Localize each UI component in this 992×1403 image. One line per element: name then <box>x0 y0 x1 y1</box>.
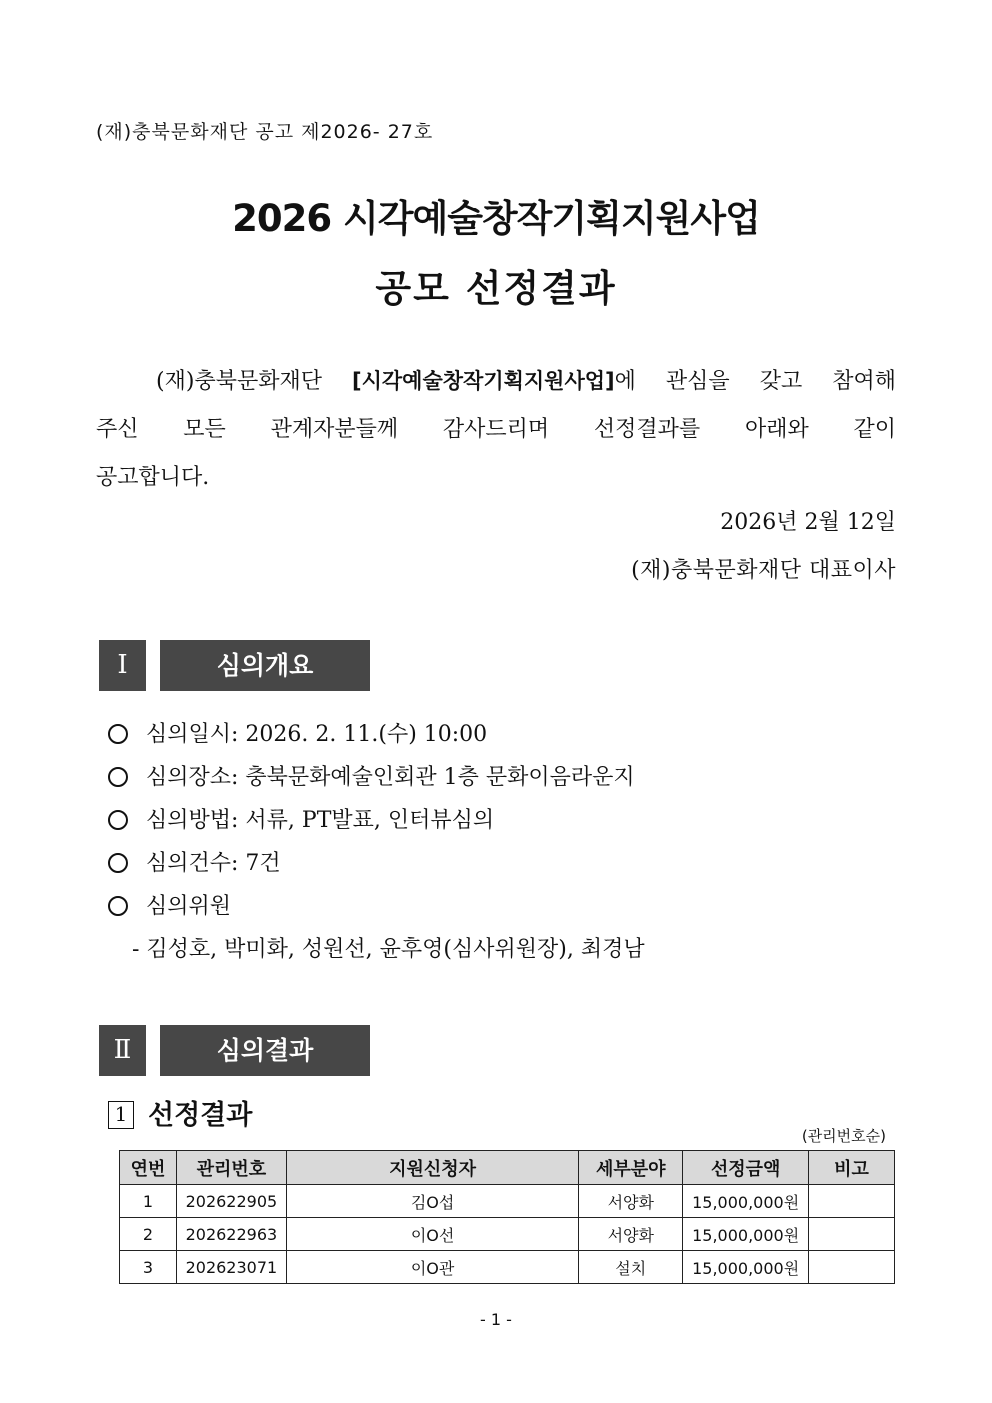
col-header-no: 연번 <box>120 1151 177 1185</box>
intro-line-2: 주신 모든 관계자분들께 감사드리며 선정결과를 아래와 같이 <box>96 417 896 442</box>
table-row <box>120 1251 895 1284</box>
list-item: 심의일시: 2026. 2. 11.(수) 10:00 <box>108 717 645 760</box>
table-row <box>120 1218 895 1251</box>
subsection-heading <box>108 1093 252 1132</box>
circle-bullet-icon <box>108 724 128 744</box>
circle-bullet-icon <box>108 853 128 873</box>
cell-remarks <box>809 1251 895 1284</box>
list-item: 심의건수: 7건 <box>108 846 645 889</box>
section-2-title: 심의결과 <box>160 1025 370 1076</box>
col-header-applicant: 지원신청자 <box>286 1151 578 1185</box>
cell-remarks <box>809 1218 895 1251</box>
cell-field: 서양화 <box>579 1185 683 1218</box>
cell-no: 2 <box>120 1218 177 1251</box>
cell-field: 설치 <box>579 1251 683 1284</box>
page-subtitle: 공모 선정결과 <box>375 267 617 310</box>
col-header-remarks: 비고 <box>809 1151 895 1185</box>
cell-applicant: 김O섭 <box>286 1185 578 1218</box>
selection-results-table <box>119 1150 895 1284</box>
cell-amount: 15,000,000원 <box>683 1251 809 1284</box>
representative: (재)충북문화재단 대표이사 <box>631 558 896 583</box>
subsection-number-box: 1 <box>108 1101 134 1129</box>
cell-amount: 15,000,000원 <box>683 1218 809 1251</box>
table-header-row <box>120 1151 895 1185</box>
section-1-title: 심의개요 <box>160 640 370 691</box>
cell-management-no: 202622963 <box>176 1218 286 1251</box>
cell-no: 3 <box>120 1251 177 1284</box>
list-item: 심의장소: 충북문화예술인회관 1층 문화이음라운지 <box>108 760 645 803</box>
cell-amount: 15,000,000원 <box>683 1185 809 1218</box>
cell-applicant: 이O선 <box>286 1218 578 1251</box>
review-overview-list <box>108 717 645 975</box>
col-header-management-no: 관리번호 <box>176 1151 286 1185</box>
list-item: 심의방법: 서류, PT발표, 인터뷰심의 <box>108 803 645 846</box>
committee-members: - 김성호, 박미화, 성원선, 윤후영(심사위원장), 최경남 <box>132 937 645 962</box>
announcement-date: 2026년 2월 12일 <box>720 510 896 535</box>
circle-bullet-icon <box>108 810 128 830</box>
page-number: - 1 - <box>480 1310 512 1329</box>
list-item: 심의위원 <box>108 889 645 932</box>
circle-bullet-icon <box>108 896 128 916</box>
cell-management-no: 202623071 <box>176 1251 286 1284</box>
cell-applicant: 이O관 <box>286 1251 578 1284</box>
intro-org: (재)충북문화재단 <box>156 369 352 394</box>
cell-no: 1 <box>120 1185 177 1218</box>
table-row <box>120 1185 895 1218</box>
intro-paragraph <box>96 357 896 502</box>
intro-line-1-post: 에 관심을 갖고 참여해 <box>614 369 896 394</box>
intro-line-3: 공고합니다. <box>96 465 210 490</box>
col-header-field: 세부분야 <box>579 1151 683 1185</box>
cell-field: 서양화 <box>579 1218 683 1251</box>
sort-note: (관리번호순) <box>801 1127 886 1145</box>
cell-management-no: 202622905 <box>176 1185 286 1218</box>
section-1-number: Ⅰ <box>99 640 146 691</box>
circle-bullet-icon <box>108 767 128 787</box>
intro-line-1 <box>96 357 896 406</box>
intro-project-name: [시각예술창작기획지원사업] <box>352 369 615 393</box>
col-header-amount: 선정금액 <box>683 1151 809 1185</box>
subsection-title: 선정결과 <box>148 1100 253 1131</box>
cell-remarks <box>809 1185 895 1218</box>
page-title: 2026 시각예술창작기획지원사업 <box>232 197 760 240</box>
section-2-number: Ⅱ <box>99 1025 146 1076</box>
notice-number: (재)충북문화재단 공고 제2026- 27호 <box>96 121 434 143</box>
